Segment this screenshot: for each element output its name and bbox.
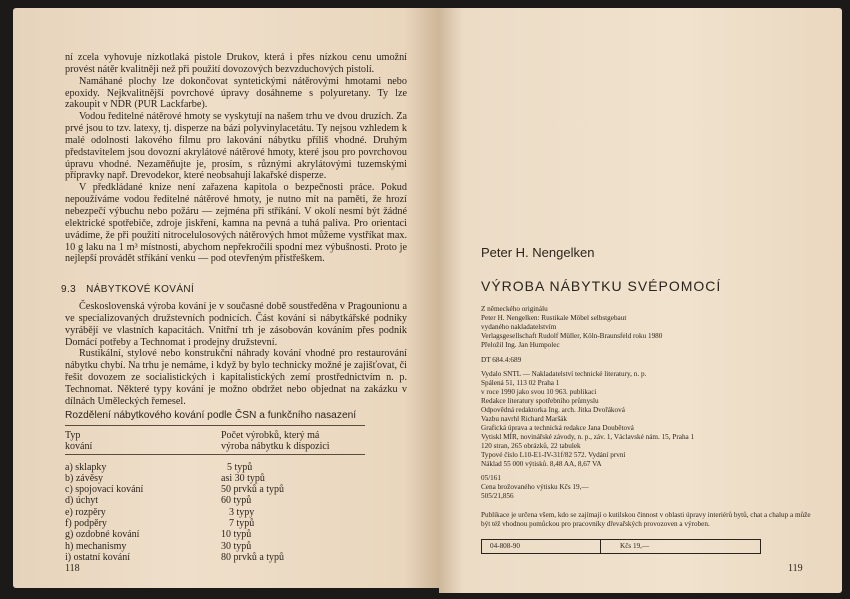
table-row: h) mechanismy 30 typů [65, 540, 252, 552]
table-top-rule [65, 425, 365, 426]
section-heading [61, 284, 204, 295]
paragraph: Rustikální, stylové nebo konstrukční náhrady kování vhodné pro restaurování nábytku chybí. Na trhu je nemáme, i když by bylo technicky možné je zajišťovat, či řešit dovozem ze socialistických i kapitalistických zemí prostřednictvím n. p. Technomat. Některé typy kování je možno obdržet nebo objednat na zakázku v dílnách Uměleckých řemesel. [65, 348, 407, 407]
book-title: VÝROBA NÁBYTKU SVÉPOMOCÍ [481, 278, 722, 294]
table-row: g) ozdobné kování 10 typů [65, 529, 252, 541]
table-row: d) úchyt 60 typů [65, 495, 252, 507]
table-row: f) podpěry 7 typů [65, 518, 255, 530]
right-page [439, 8, 842, 593]
paragraph: Vodou ředitelné nátěrové hmoty se vyskytují na našem trhu ve dvou druzích. Za prvé jsou to tzv. latexy, tj. disperze na bázi polyvinylacetátu. Ty nejsou vzhledem k malé odolnosti lakového filmu pro lakování nábytku příliš vhodné. Druhým představitelem jsou dovozní akrylátové nátěrové hmoty, které jsou pro povrchovou úpravu vhodné. Nezaměňujte je, prosím, s různými akrylátovými tuzemskými přípravky např. Drevodekor, které neobsahují lakařské disperze. [65, 111, 407, 182]
imprint-block: Z německého originálu Peter H. Nengelken: Rustikale Möbel selbstgebaut vydaného nakladatelstvím Verlagsgesellschaft Rudolf Müller, Köln-Braunsfeld roku 1980 Přeložil Ing. Jan Humpolec DT 684.4:689 Vydalo SNTL — Nakladatelství technické literatury, n. p. Spálená 51, 113 02 Praha 1 v roce 1990 jako svou 10 963. publikaci Redakce literatury spotřebního průmyslu Odpovědná redaktorka Ing. arch. Jitka Dvořáková Vazbu navrhl Richard Maršák Grafická úprava a technická redakce Jana Doubětová Vytiskl MÍR, novinářské závody, n. p., záv. 1, Václavské nám. 15, Praha 1 120 stran, 265 obrázků, 22 tabulek Typové číslo L10-E1-IV-31f/82 572. Vydání první Náklad 55 000 výtisků. 8,48 AA, 8,67 VA 05/161 Cena brožovaného výtisku Kčs 19,— 505/21,856 [481, 305, 695, 501]
section-number: 9.3 [61, 284, 77, 295]
paragraph: Namáhané plochy lze dokončovat syntetickými nátěrovými hmotami nebo epoxidy. Nejkvalitnější povrchové úpravy dosáhneme s polyuretany. Ty lze zakoupit v NDR (PUR Lackfarbe). [65, 75, 407, 111]
left-page [13, 8, 439, 588]
paragraph: V předkládané knize není zařazena kapitola o bezpečnosti práce. Pokud nepoužíváme vodou ředitelné nátěrové hmoty, je nutno mít na paměti, že hrozí nebezpečí výbuchu nebo požáru — zejména při stříkání. V okolí nesmí být žádné elektrické spotřebiče, zdroje jiskření, kamna na pevná a tuhá paliva. Pro orientaci uvádíme, že při použití nitrocelulosových nátěrových hmot můžeme vystříkat max. 10 g laku na 1 m³ místnosti, abychom nepřekročili spodní mez výbušnosti. Proto je nejlepší provádět stříkání venku — pod otevřeným přístřeškem. [65, 182, 407, 265]
table-row: e) rozpěry 3 typy [65, 506, 255, 518]
section-text [65, 301, 407, 408]
paragraph: ní zcela vyhovuje nízkotlaká pistole Drukov, která i přes nízkou cenu umožní provést nátěr kvalitněji než při použití dovozových bezvzduchových pistolí. [65, 52, 407, 75]
header-type: Typ kování [65, 430, 93, 453]
left-body-text [65, 52, 407, 265]
table-row: c) spojovací kování 50 prvků a typů [65, 484, 285, 496]
code-price: Kčs 19,— [620, 542, 650, 550]
paragraph: Československá výroba kování je v současné době soustředěna v Pragounionu a ve specializovaných družstevních podnicích. Část kování si nábytkářské podniky vyrábějí ve vlastních kapacitách. Vnitřní trh je zásobován kováním přes podnik Domácí potřeby a Technomat i prodejny družstevní. [65, 301, 407, 348]
table-header-rule [65, 454, 365, 455]
box-divider [600, 540, 601, 553]
table-row: b) závěsy asi 30 typů [65, 472, 265, 484]
table-row: a) sklapky 5 typů [65, 461, 253, 473]
table-row: i) ostatní kování 80 prvků a typů [65, 551, 285, 563]
author-name: Peter H. Nengelken [481, 245, 595, 260]
header-count: Počet výrobků, který má výroba nábytku k dispozici [221, 430, 330, 453]
table-header-row [65, 430, 330, 453]
page-number: 119 [788, 563, 803, 574]
table-caption: Rozdělení nábytkového kování podle ČSN a funkčního nasazení [65, 410, 357, 421]
hardware-table [65, 430, 330, 563]
code-number: 04-808-90 [490, 542, 520, 550]
publication-note: Publikace je určena všem, kdo se zajímají o kutilskou činnost v oblasti úpravy interiérů bytů, chat a chalup a může být též vhodnou pomůckou pro pracovníky dřevařských provozoven a výroben. [481, 511, 811, 528]
page-number: 118 [65, 563, 80, 574]
code-price-box [481, 539, 761, 554]
section-title: NÁBYTKOVÉ KOVÁNÍ [86, 284, 195, 295]
